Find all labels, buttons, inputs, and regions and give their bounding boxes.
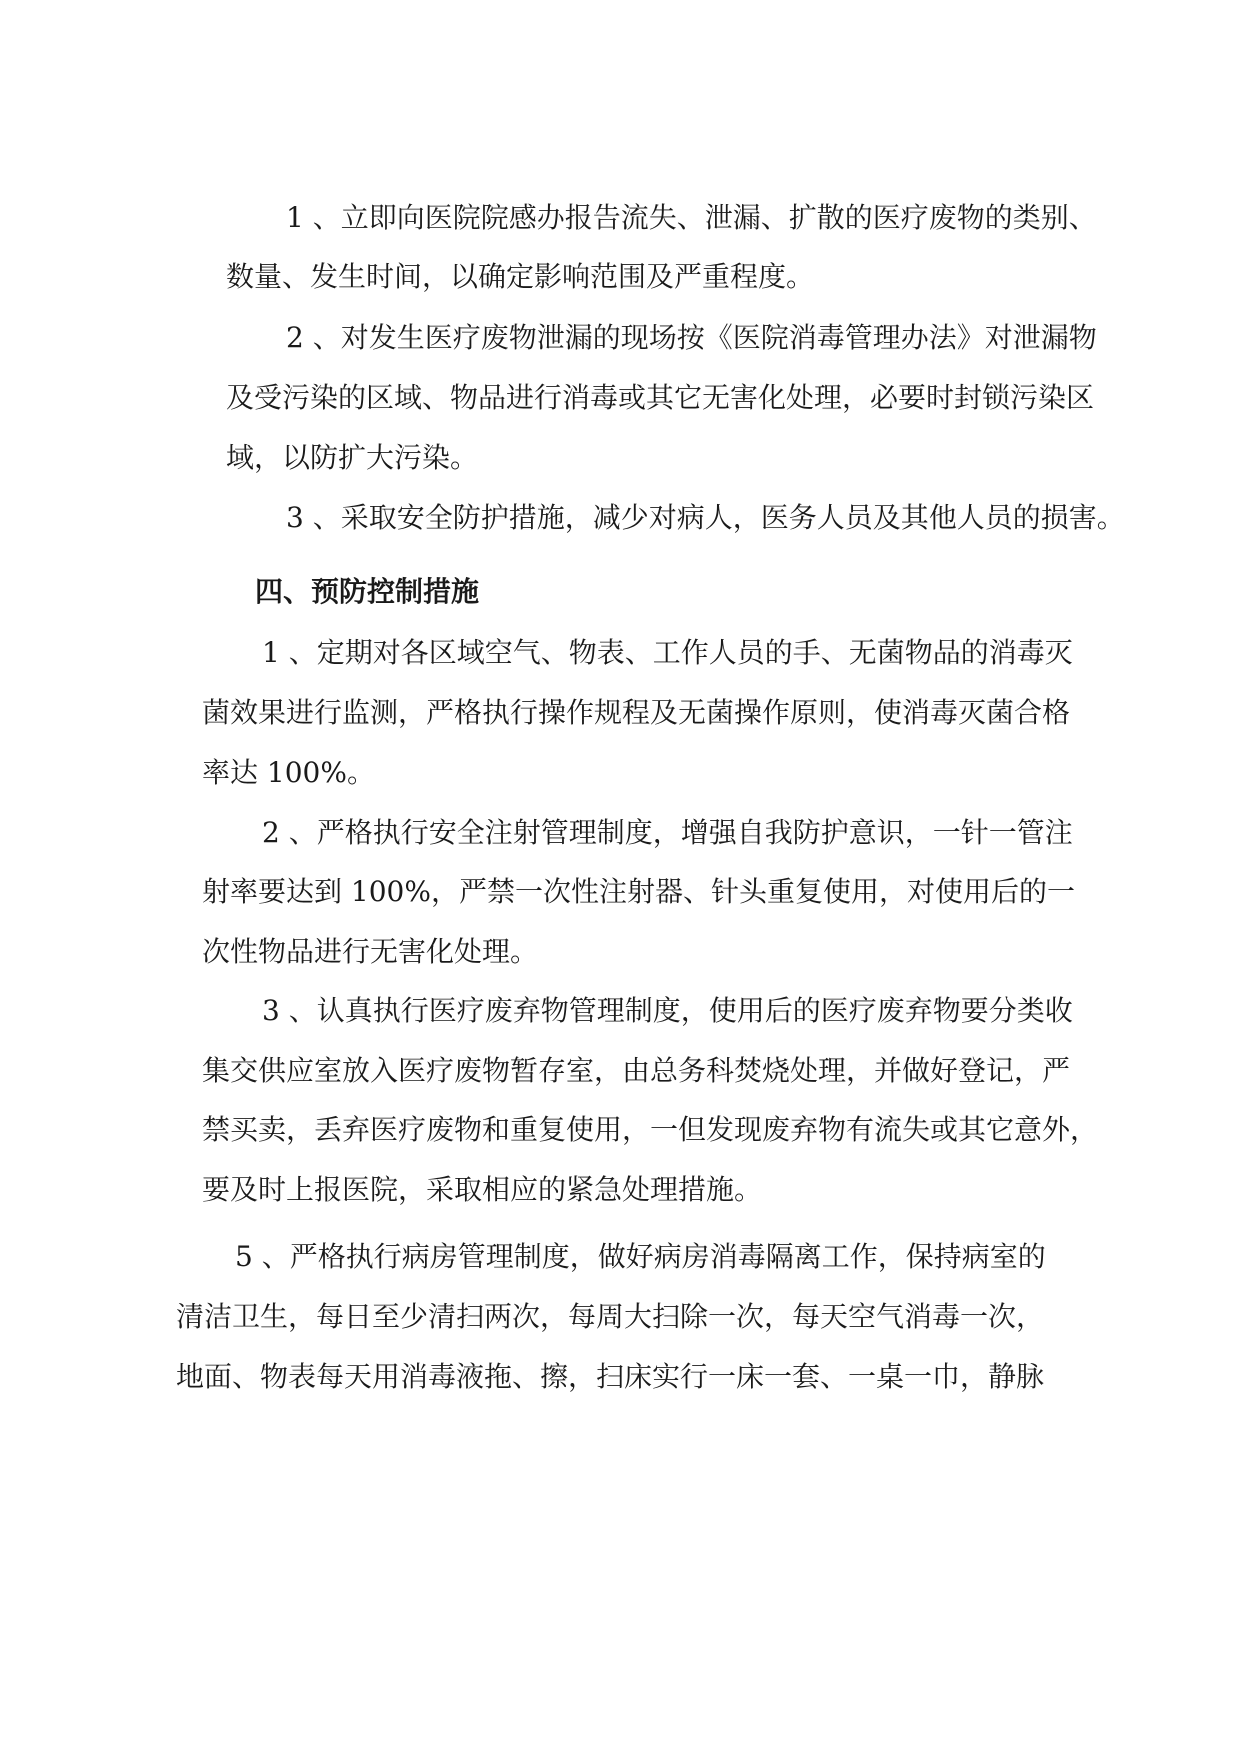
paragraph-line: 3 、认真执行医疗废弃物管理制度，使用后的医疗废弃物要分类收 (262, 994, 1073, 1027)
paragraph-line: 地面、物表每天用消毒液拖、擦，扫床实行一床一套、一桌一巾，静脉 (176, 1360, 1045, 1393)
paragraph-line: 3 、采取安全防护措施，减少对病人，医务人员及其他人员的损害。 (286, 501, 1125, 534)
paragraph-line: 2 、对发生医疗废物泄漏的现场按《医院消毒管理办法》对泄漏物 (286, 321, 1097, 354)
paragraph-line: 射率要达到 100%，严禁一次性注射器、针头重复使用，对使用后的一 (202, 875, 1075, 908)
section-heading: 四、预防控制措施 (255, 575, 480, 608)
paragraph-line: 1 、立即向医院院感办报告流失、泄漏、扩散的医疗废物的类别、 (286, 201, 1097, 234)
paragraph-line: 1 、定期对各区域空气、物表、工作人员的手、无菌物品的消毒灭 (262, 636, 1073, 669)
paragraph-line: 次性物品进行无害化处理。 (202, 935, 539, 968)
paragraph-line: 菌效果进行监测，严格执行操作规程及无菌操作原则，使消毒灭菌合格 (202, 696, 1071, 729)
paragraph-line: 要及时上报医院，采取相应的紧急处理措施。 (202, 1173, 763, 1206)
paragraph-line: 数量、发生时间，以确定影响范围及严重程度。 (226, 260, 815, 293)
paragraph-line: 5 、严格执行病房管理制度，做好病房消毒隔离工作，保持病室的 (235, 1240, 1046, 1273)
paragraph-line: 域，以防扩大污染。 (226, 441, 479, 474)
paragraph-line: 集交供应室放入医疗废物暂存室，由总务科焚烧处理，并做好登记，严 (202, 1054, 1071, 1087)
paragraph-line: 2 、严格执行安全注射管理制度，增强自我防护意识，一针一管注 (262, 816, 1073, 849)
paragraph-line: 禁买卖，丢弃医疗废物和重复使用，一但发现废弃物有流失或其它意外， (202, 1113, 1099, 1146)
paragraph-line: 率达 100%。 (202, 756, 375, 789)
paragraph-line: 及受污染的区域、物品进行消毒或其它无害化处理，必要时封锁污染区 (226, 381, 1095, 414)
paragraph-line: 清洁卫生，每日至少清扫两次，每周大扫除一次，每天空气消毒一次， (176, 1300, 1045, 1333)
